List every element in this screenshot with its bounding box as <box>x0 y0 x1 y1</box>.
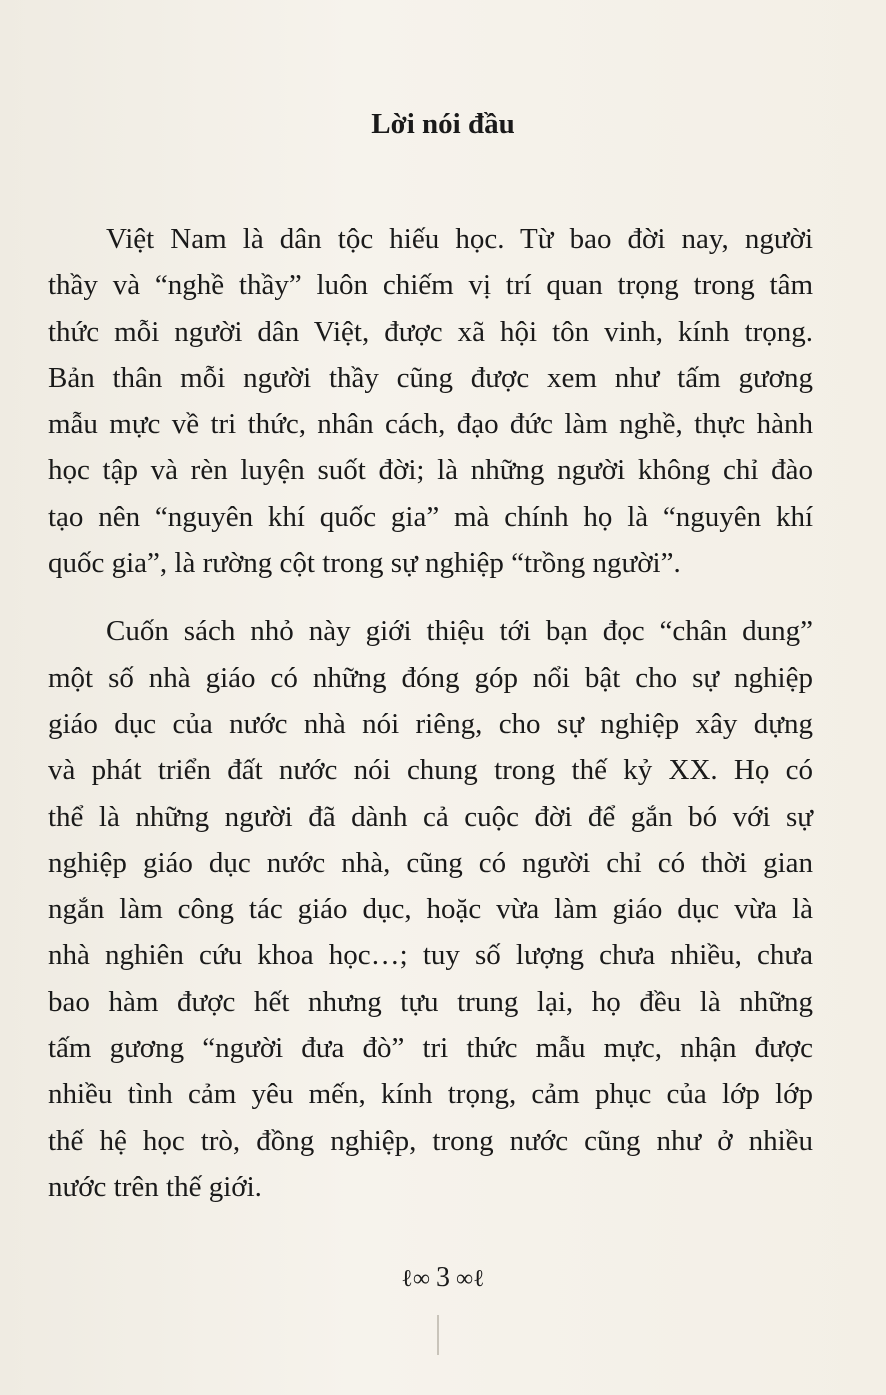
ornament-left-icon: ℓ∞ <box>401 1266 430 1292</box>
text-line: nhà nghiên cứu khoa học…; tuy số lượng chưa nhiều, chưa <box>48 939 813 972</box>
page-title: Lời nói đầu <box>371 108 515 140</box>
text-line: thế hệ học trò, đồng nghiệp, trong nước cũng như ở nhiều <box>48 1124 813 1157</box>
text-line: thể là những người đã dành cả cuộc đời để gắn bó với sự <box>48 800 813 833</box>
text-line: quốc gia”, là rường cột trong sự nghiệp “trồng người”. <box>48 547 681 580</box>
text-line: Cuốn sách nhỏ này giới thiệu tới bạn đọc “chân dung” <box>106 615 813 648</box>
page-number-value: 3 <box>436 1262 450 1293</box>
text-line: thầy và “nghề thầy” luôn chiếm vị trí quan trọng trong tâm <box>48 269 813 302</box>
text-line: tạo nên “nguyên khí quốc gia” mà chính họ là “nguyên khí <box>48 500 813 533</box>
ornament-right-icon: ∞ℓ <box>456 1266 485 1292</box>
text-line: nhiều tình cảm yêu mến, kính trọng, cảm phục của lớp lớp <box>48 1078 813 1111</box>
text-line: bao hàm được hết nhưng tựu trung lại, họ đều là những <box>48 985 813 1018</box>
text-line: mẫu mực về tri thức, nhân cách, đạo đức làm nghề, thực hành <box>48 408 813 441</box>
text-line: tấm gương “người đưa đò” tri thức mẫu mực, nhận được <box>48 1032 813 1065</box>
text-line: giáo dục của nước nhà nói riêng, cho sự nghiệp xây dựng <box>48 707 813 740</box>
text-line: Bản thân mỗi người thầy cũng được xem như tấm gương <box>48 361 813 394</box>
text-line: thức mỗi người dân Việt, được xã hội tôn vinh, kính trọng. <box>48 315 813 348</box>
paragraph-2 <box>48 608 813 1210</box>
text-line: và phát triển đất nước nói chung trong thế kỷ XX. Họ có <box>48 754 813 787</box>
page-number <box>0 1262 886 1294</box>
text-line: học tập và rèn luyện suốt đời; là những người không chỉ đào <box>48 454 813 487</box>
body-text <box>48 216 813 1210</box>
text-line: Việt Nam là dân tộc hiếu học. Từ bao đời nay, người <box>106 223 813 255</box>
text-line: một số nhà giáo có những đóng góp nổi bật cho sự nghiệp <box>48 661 813 694</box>
text-line: nước trên thế giới. <box>48 1170 262 1203</box>
page-crease <box>437 1315 439 1355</box>
paragraph-1 <box>48 216 813 586</box>
text-line: ngắn làm công tác giáo dục, hoặc vừa làm giáo dục vừa là <box>48 893 813 926</box>
text-line: nghiệp giáo dục nước nhà, cũng có người chỉ có thời gian <box>48 846 813 879</box>
